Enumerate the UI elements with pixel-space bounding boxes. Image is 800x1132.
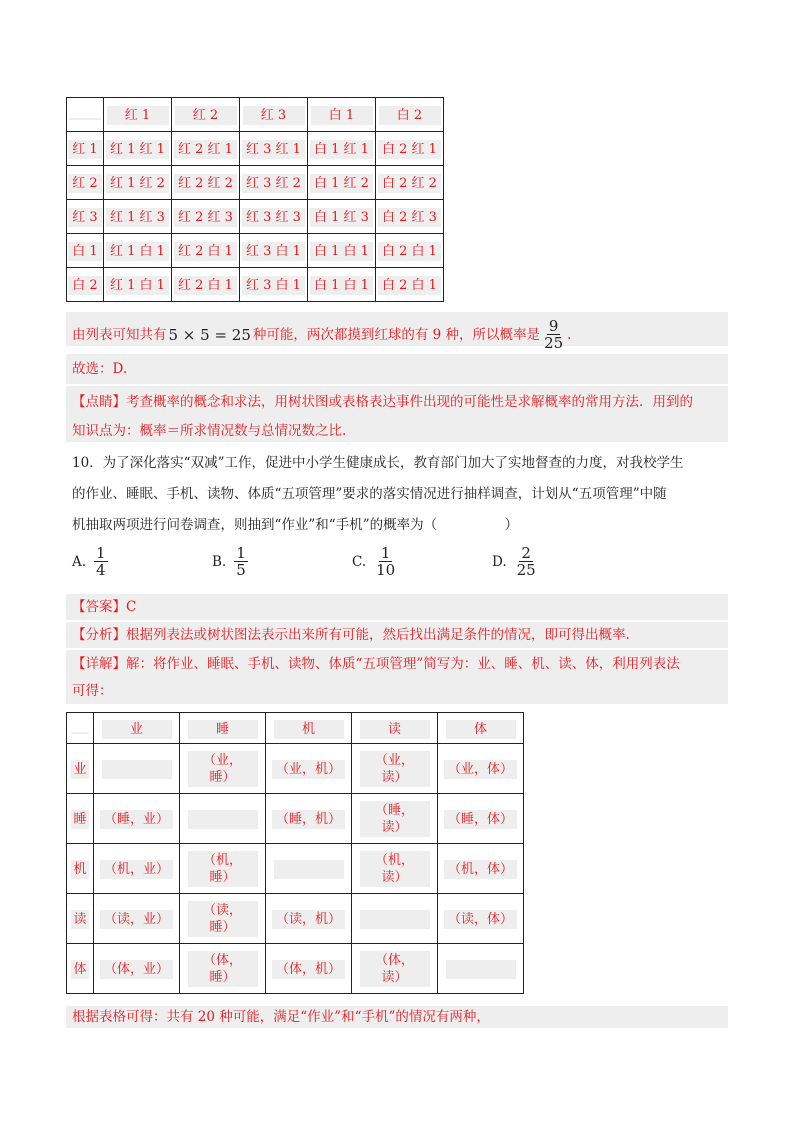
option-letter: D. <box>492 553 507 570</box>
table-cell: 白 1 白 1 <box>310 242 373 261</box>
table-cell: （睡，体） <box>444 810 517 829</box>
table-cell: （读，业） <box>100 910 173 929</box>
fraction-numerator: 1 <box>96 544 106 562</box>
table-row <box>67 744 524 794</box>
table-cell <box>69 118 101 120</box>
table-row <box>67 894 524 944</box>
table-cell: 红 2 白 1 <box>174 276 237 295</box>
fraction-denominator: 25 <box>544 334 564 352</box>
row-label: 红 1 <box>68 140 101 159</box>
table-cell: （机，读） <box>374 852 414 885</box>
table-cell <box>446 960 516 979</box>
probability-table-balls <box>66 97 444 302</box>
table-cell: 红 2 白 1 <box>174 242 237 261</box>
table-row <box>67 200 444 234</box>
conclusion-line: 根据表格可得：共有 20 种可能，满足“作业”和“手机”的情况有两种， <box>72 1009 490 1025</box>
table-cell: 白 2 白 1 <box>378 276 441 295</box>
table-cell: 红 2 红 1 <box>174 140 237 159</box>
option-fraction <box>374 545 397 578</box>
option-c[interactable] <box>352 545 399 578</box>
table-cell: 白 2 红 3 <box>378 208 441 227</box>
row-label: 体 <box>71 960 89 979</box>
fraction-numerator: 2 <box>521 544 531 562</box>
answer-line: 【答案】C <box>72 599 137 615</box>
point-line <box>72 392 693 412</box>
fraction-numerator: 9 <box>548 317 559 335</box>
table-cell: （读，机） <box>272 910 345 929</box>
table-cell: （读，睡） <box>202 902 242 935</box>
table-cell: （睡，业） <box>100 810 173 829</box>
table-header-cell: 红 3 <box>243 106 305 125</box>
table-header-cell: 体 <box>446 720 516 739</box>
solution-text: . <box>567 326 572 343</box>
table-cell: 红 3 红 1 <box>242 140 305 159</box>
table-cell <box>274 860 344 879</box>
table-cell: 红 1 白 1 <box>106 242 169 261</box>
table-cell: 白 1 白 1 <box>310 276 373 295</box>
detail-line: 【详解】解：将作业、睡眠、手机、读物、体质“五项管理”简写为：业、睡、机、读、体，利用列表法 <box>72 656 680 672</box>
option-b[interactable] <box>212 545 250 578</box>
table-cell: （业，体） <box>444 760 517 779</box>
table-row <box>67 268 444 302</box>
probability-fraction <box>542 318 565 351</box>
point-text: 考查概率的概念和求法，用树状图或表格表达事件出现的可能性是求解概率的常用方法．用到的 <box>126 394 693 410</box>
table-header-cell: 红 2 <box>175 106 237 125</box>
table-cell: （机，体） <box>444 860 517 879</box>
table-row <box>67 234 444 268</box>
row-label: 业 <box>71 760 89 779</box>
question-text: 机抽取两项进行问卷调查，则抽到“作业”和“手机”的概率为（ ） <box>72 517 519 533</box>
table-header-cell: 睡 <box>188 720 258 739</box>
point-line: 知识点为：概率＝所求情况数与总情况数之比. <box>72 423 347 439</box>
fraction-denominator: 25 <box>516 561 536 579</box>
table-row <box>67 132 444 166</box>
solution-text: 由列表可知共有 <box>72 326 167 343</box>
table-cell: 白 1 红 2 <box>310 174 373 193</box>
row-label: 白 1 <box>68 242 101 261</box>
question-text: 10．为了深化落实“双减”工作，促进中小学生健康成长，教育部门加大了实地督查的力度，对我校学生 <box>72 455 684 471</box>
pair-selection-table <box>66 712 524 994</box>
option-fraction <box>234 545 248 578</box>
option-letter: C. <box>352 553 367 570</box>
option-letter: A. <box>72 553 87 570</box>
fraction-numerator: 1 <box>236 544 246 562</box>
table-cell: （机，睡） <box>202 852 242 885</box>
fraction-denominator: 5 <box>236 561 246 579</box>
table-cell: （体，机） <box>272 960 345 979</box>
question-text: 的作业、睡眠、手机、读物、体质“五项管理”要求的落实情况进行抽样调查，计划从“五项管理”中随 <box>72 486 667 502</box>
table-cell: 红 3 白 1 <box>242 242 305 261</box>
table-row <box>67 166 444 200</box>
table-cell: 红 1 红 3 <box>106 208 169 227</box>
table-cell: （睡，读） <box>374 802 414 835</box>
table-cell: （业，读） <box>374 752 414 785</box>
table-cell: （业，机） <box>272 760 345 779</box>
highlight-band <box>66 594 728 620</box>
table-header-cell: 白 2 <box>379 106 441 125</box>
table-cell: （睡，机） <box>272 810 345 829</box>
table-cell: 白 2 红 2 <box>378 174 441 193</box>
row-label: 红 3 <box>68 208 101 227</box>
table-cell: （体，业） <box>100 960 173 979</box>
row-label: 白 2 <box>68 276 101 295</box>
fraction-numerator: 1 <box>380 544 391 562</box>
table-cell: （体，睡） <box>202 952 242 985</box>
highlight-band <box>66 354 728 384</box>
option-a[interactable] <box>72 545 110 578</box>
point-tag: 【点睛】 <box>72 394 126 410</box>
table-cell: （机，业） <box>100 860 173 879</box>
solution-text: 种可能，两次都摸到红球的有 9 种，所以概率是 <box>252 326 541 343</box>
table-cell: 红 3 红 3 <box>242 208 305 227</box>
table-cell: 红 3 白 1 <box>242 276 305 295</box>
row-label: 睡 <box>71 810 89 829</box>
table-cell: 白 1 红 1 <box>310 140 373 159</box>
table-header-cell: 红 1 <box>107 106 169 125</box>
table-cell <box>360 910 430 929</box>
table-header-cell: 读 <box>360 720 430 739</box>
row-label: 机 <box>71 860 89 879</box>
row-label: 读 <box>71 910 89 929</box>
table-cell: 白 2 红 1 <box>378 140 441 159</box>
choice-line: 故选：D. <box>72 361 128 377</box>
table-cell: 红 2 红 2 <box>174 174 237 193</box>
table-cell <box>102 760 172 779</box>
table-header-row <box>67 713 524 744</box>
option-fraction <box>94 545 108 578</box>
table-cell: 红 1 白 1 <box>106 276 169 295</box>
math-expression: 5 × 5 = 25 <box>168 325 251 344</box>
table-row <box>67 844 524 894</box>
table-row <box>67 794 524 844</box>
table-cell: （读，体） <box>444 910 517 929</box>
row-label: 红 2 <box>68 174 101 193</box>
table-cell: 红 2 红 3 <box>174 208 237 227</box>
fraction-denominator: 4 <box>96 561 106 579</box>
table-cell <box>188 810 258 829</box>
table-header-row <box>67 98 444 132</box>
table-cell: 白 1 红 3 <box>310 208 373 227</box>
solution-line <box>72 318 571 351</box>
table-cell: 红 1 红 2 <box>106 174 169 193</box>
option-fraction <box>515 545 538 578</box>
option-d[interactable] <box>492 545 540 578</box>
table-cell: （业，睡） <box>202 752 242 785</box>
table-header-cell: 机 <box>274 720 344 739</box>
fraction-denominator: 10 <box>376 561 396 579</box>
table-cell: 白 2 白 1 <box>378 242 441 261</box>
table-row <box>67 944 524 994</box>
table-cell: 红 3 红 2 <box>242 174 305 193</box>
table-cell: 红 1 红 1 <box>106 140 169 159</box>
option-letter: B. <box>212 553 227 570</box>
table-header-cell: 白 1 <box>311 106 373 125</box>
analysis-line: 【分析】根据列表法或树状图法表示出来所有可能，然后找出满足条件的情况，即可得出概率. <box>72 627 630 643</box>
table-cell <box>71 732 89 734</box>
detail-line: 可得： <box>72 683 113 699</box>
table-header-cell: 业 <box>102 720 172 739</box>
table-cell: （体，读） <box>374 952 414 985</box>
